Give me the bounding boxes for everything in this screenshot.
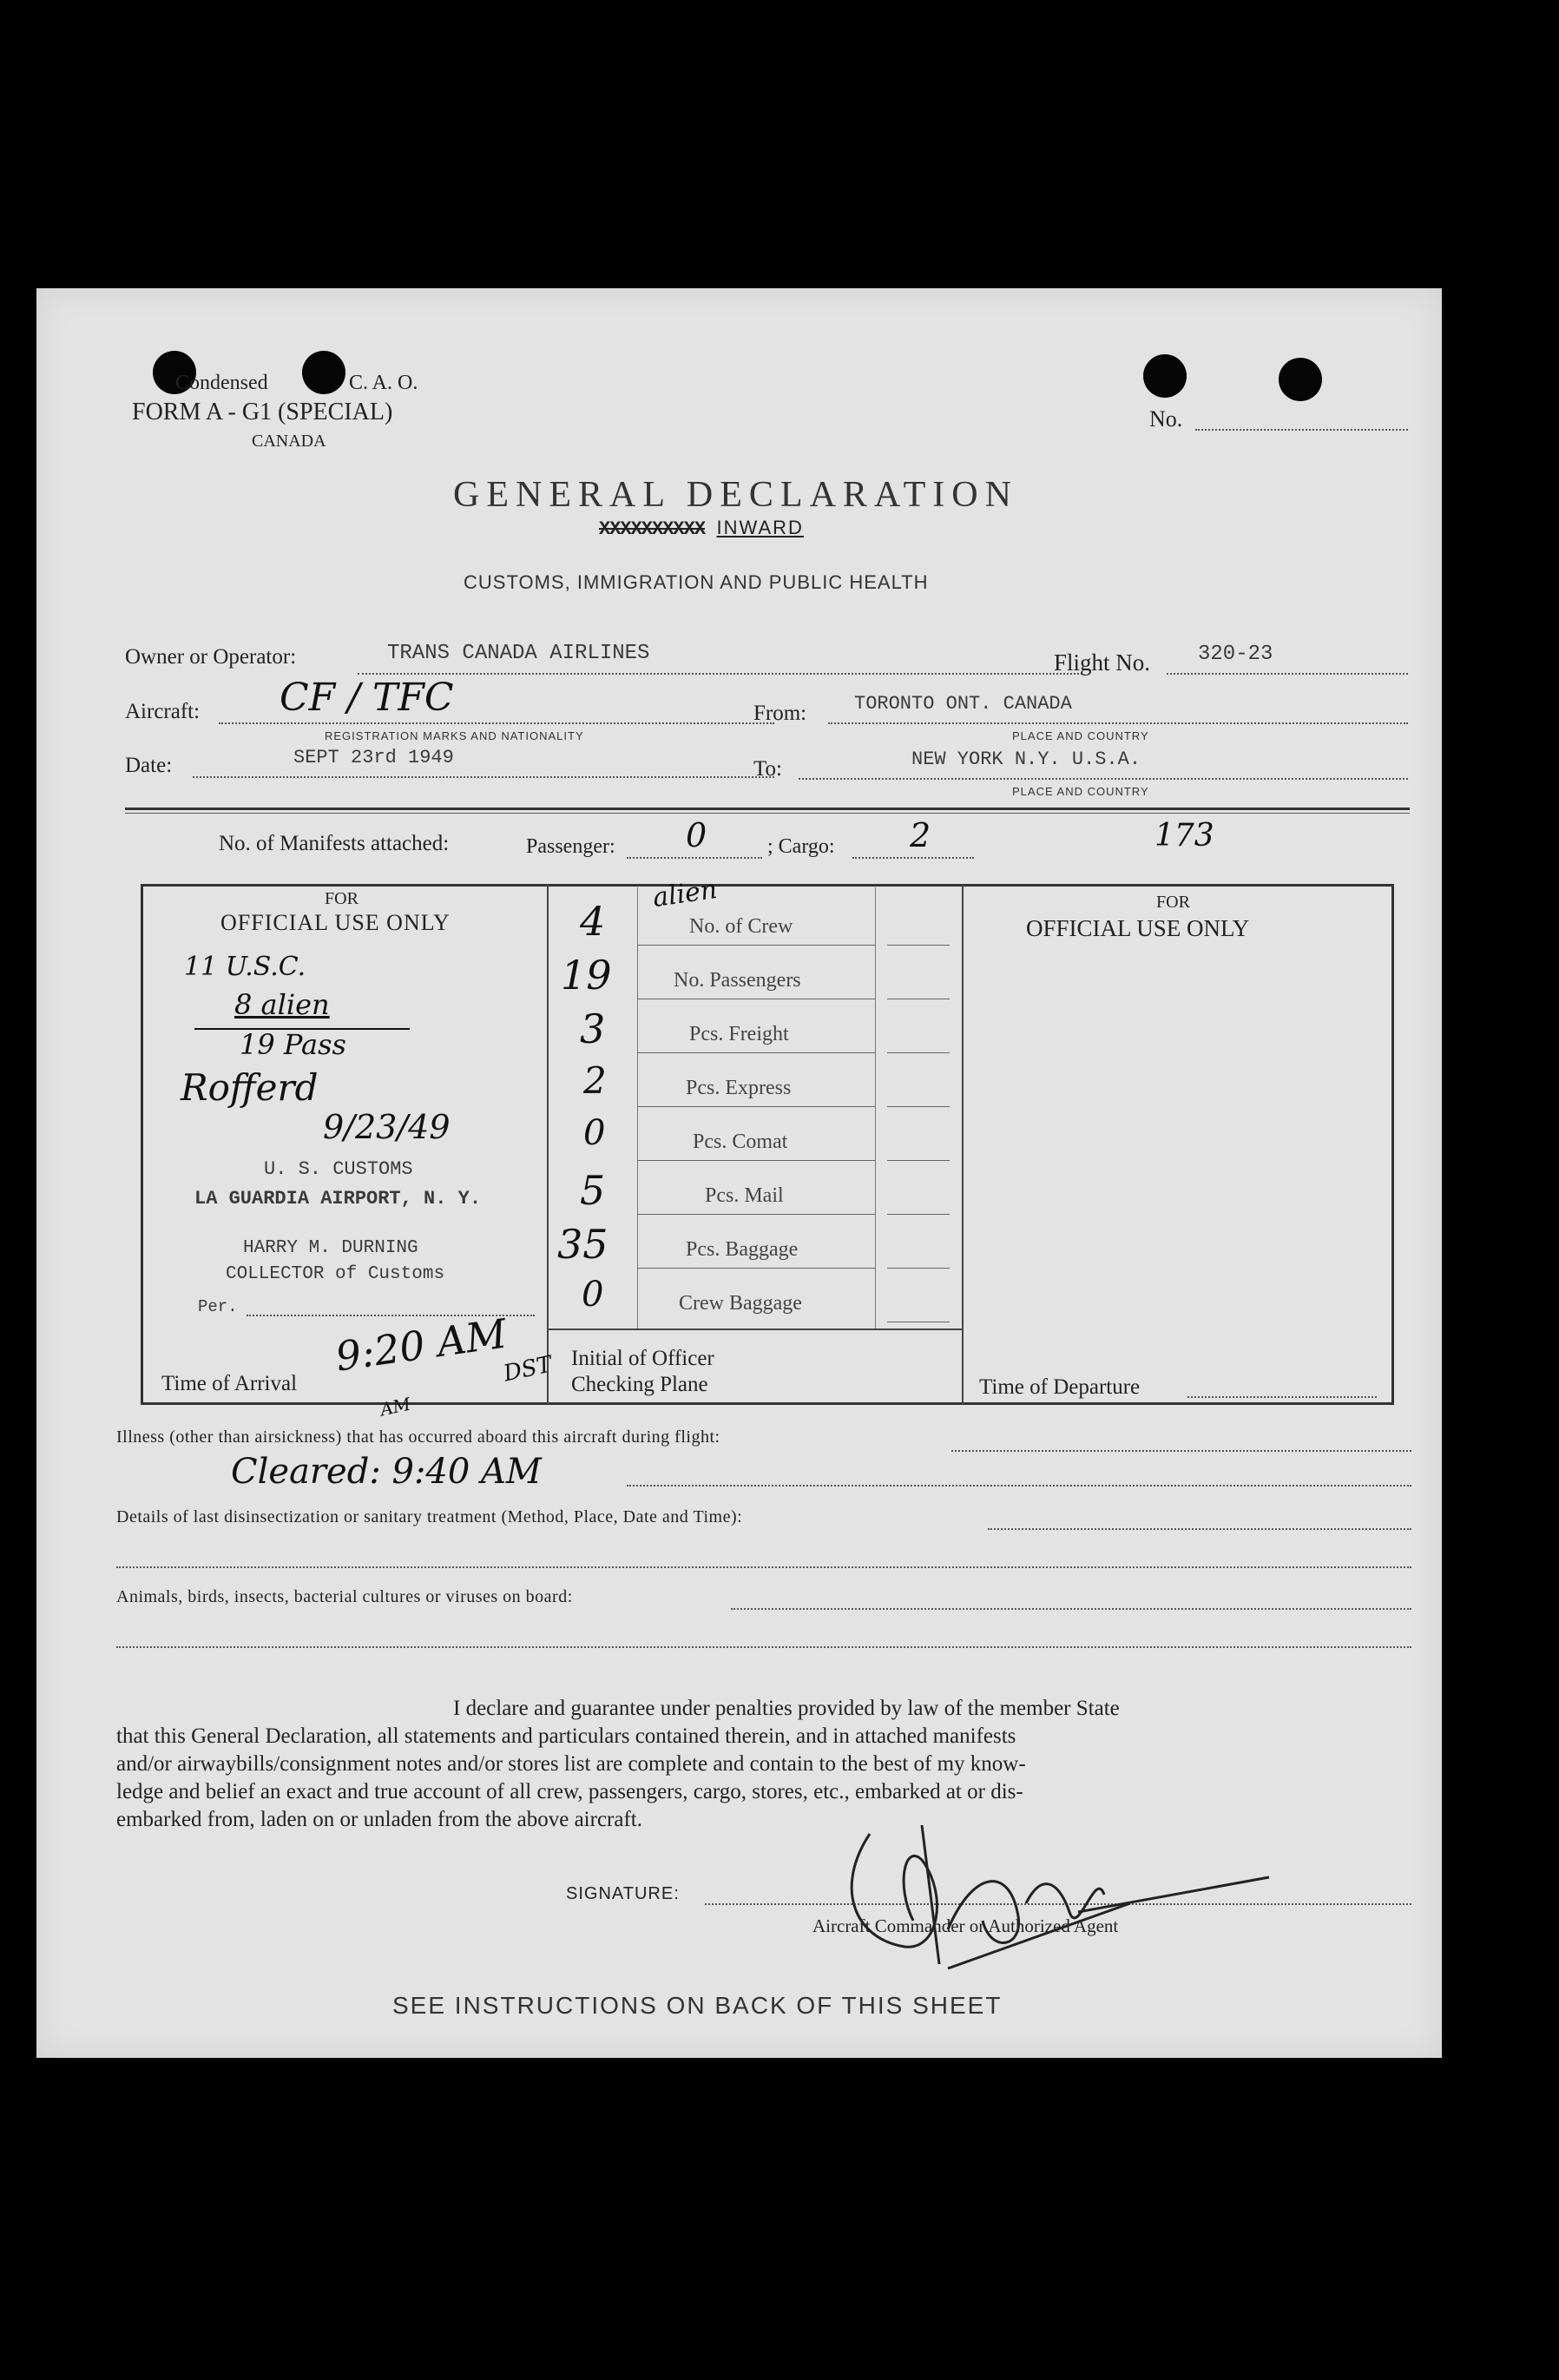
table-divider-right [962, 884, 964, 1405]
row-crew-label: No. of Crew [689, 915, 793, 938]
row-crew-baggage-value: 0 [582, 1275, 604, 1315]
date-line [193, 776, 774, 778]
inward-label: INWARD [716, 517, 804, 538]
table-divider-left [547, 884, 549, 1405]
form-name: FORM A - G1 (SPECIAL) [132, 399, 393, 425]
arrival-value: 9:20 AM [332, 1309, 510, 1381]
right-for-label: FOR [1156, 893, 1190, 912]
flight-label: Flight No. [1054, 649, 1151, 676]
commander-signature-graphic [818, 1816, 1252, 1973]
row-mail-label: Pcs. Mail [705, 1184, 784, 1207]
customs-stamp-line-4: COLLECTOR of Customs [226, 1264, 445, 1284]
crew-note: alien [650, 874, 720, 913]
row-rule-10 [887, 1052, 950, 1053]
official-signature: Rofferd [181, 1066, 319, 1109]
to-value: NEW YORK N.Y. U.S.A. [911, 748, 1141, 770]
place-caption-to: PLACE AND COUNTRY [1012, 785, 1149, 798]
disinsect-line-2 [116, 1566, 1411, 1568]
declaration-line-3: and/or airwaybills/consignment notes and/or stores list are complete and contain to the best of my know- [116, 1752, 1026, 1776]
right-official-label: OFFICIAL USE ONLY [1026, 915, 1250, 941]
animals-label: Animals, birds, insects, bacterial cultures or viruses on board: [116, 1587, 573, 1606]
row-rule-3 [637, 1052, 875, 1053]
punch-hole-4 [1279, 358, 1322, 401]
illness-line-2 [627, 1485, 1411, 1487]
animals-line [731, 1608, 1411, 1610]
official-note-1: 11 U.S.C. [184, 952, 306, 982]
row-rule-6 [637, 1214, 875, 1215]
cao-label: C. A. O. [349, 372, 418, 394]
illness-label: Illness (other than airsickness) that has occurred aboard this aircraft during flight: [116, 1427, 720, 1447]
initial-officer-line-2: Checking Plane [571, 1373, 708, 1396]
disinsect-label: Details of last disinsectization or sanitary treatment (Method, Place, Date and Time): [116, 1507, 743, 1526]
row-freight-value: 3 [580, 1005, 606, 1052]
manifests-label: No. of Manifests attached: [219, 832, 450, 855]
row-express-label: Pcs. Express [686, 1077, 792, 1099]
declaration-line-4: ledge and belief an exact and true account of all crew, passengers, cargo, stores, etc., embarked at or dis- [116, 1780, 1023, 1803]
to-line [799, 778, 1408, 780]
owner-label: Owner or Operator: [125, 645, 297, 669]
aircraft-value: CF / TFC [280, 676, 454, 720]
from-value: TORONTO ONT. CANADA [854, 693, 1072, 715]
row-crew-baggage-label: Crew Baggage [679, 1292, 802, 1315]
row-comat-label: Pcs. Comat [693, 1131, 788, 1153]
left-for-label: FOR [325, 889, 359, 908]
official-note-2: 8 alien [234, 988, 330, 1021]
passenger-value: 0 [686, 816, 707, 854]
declaration-line-1: I declare and guarantee under penalties provided by law of the member State [453, 1697, 1120, 1720]
manifest-extra-number: 173 [1154, 818, 1214, 854]
struck-out-type: XXXXXXXXXX [599, 518, 706, 540]
footer-instructions: SEE INSTRUCTIONS ON BACK OF THIS SHEET [392, 1992, 1003, 2019]
cargo-line [852, 857, 974, 859]
official-note-3: 19 Pass [240, 1028, 346, 1061]
row-freight-label: Pcs. Freight [689, 1023, 789, 1045]
signature-caption: Aircraft Commander or Authorized Agent [812, 1915, 1119, 1936]
disinsect-line [988, 1528, 1411, 1530]
row-crew-value: 4 [580, 898, 606, 945]
section-divider-2 [125, 813, 1410, 814]
arrival-label: Time of Arrival [161, 1372, 298, 1395]
row-passengers-value: 19 [561, 952, 612, 999]
illness-line [951, 1450, 1411, 1452]
row-mail-value: 5 [580, 1167, 606, 1214]
flight-value: 320-23 [1198, 643, 1273, 666]
owner-line [358, 673, 1082, 675]
form-sheet [36, 288, 1442, 2058]
table-divider-mid [637, 887, 638, 1328]
animals-line-2 [116, 1646, 1411, 1648]
row-rule-13 [887, 1214, 950, 1215]
date-label: Date: [125, 754, 173, 777]
arrival-note: DST [501, 1351, 555, 1388]
official-date: 9/23/49 [323, 1108, 451, 1146]
from-label: From: [753, 702, 807, 725]
initial-officer-label [571, 1346, 714, 1398]
row-express-value: 2 [583, 1059, 607, 1102]
initial-officer-line-1: Initial of Officer [571, 1347, 714, 1370]
title-type [599, 517, 804, 540]
passenger-line [627, 857, 762, 859]
table-divider-mid2 [875, 887, 876, 1328]
form-country: CANADA [252, 432, 326, 451]
row-rule-5 [637, 1160, 875, 1161]
departure-label: Time of Departure [979, 1375, 1141, 1399]
table-inner-bottom [547, 1328, 962, 1330]
customs-stamp-line-3: HARRY M. DURNING [243, 1238, 418, 1258]
place-caption-from: PLACE AND COUNTRY [1012, 729, 1149, 742]
condensed-label: Condensed [175, 372, 268, 394]
date-value: SEPT 23rd 1949 [293, 747, 454, 768]
flight-line [1167, 673, 1408, 675]
illness-note: Cleared: 9:40 AM [231, 1452, 542, 1492]
to-label: To: [753, 757, 782, 781]
row-rule-4 [637, 1106, 875, 1107]
aircraft-label: Aircraft: [125, 700, 201, 723]
cargo-label: ; Cargo: [767, 835, 835, 858]
aircraft-line [219, 722, 774, 724]
row-baggage-label: Pcs. Baggage [686, 1238, 799, 1261]
arrival-note-am: AM [378, 1393, 413, 1421]
form-number-label: No. [1149, 406, 1183, 432]
left-official-label: OFFICIAL USE ONLY [220, 910, 451, 935]
from-line [828, 722, 1408, 724]
row-rule-1 [637, 945, 875, 946]
declaration-line-2: that this General Declaration, all statements and particulars contained therein, and in attached manifests [116, 1724, 1016, 1748]
registration-caption: REGISTRATION MARKS AND NATIONALITY [325, 729, 584, 742]
form-title: GENERAL DECLARATION [453, 475, 1018, 515]
passenger-label: Passenger: [526, 835, 615, 858]
punch-hole-3 [1143, 354, 1187, 398]
signature-label: SIGNATURE: [566, 1884, 680, 1903]
row-rule-12 [887, 1160, 950, 1161]
declaration-text [116, 1695, 1410, 1834]
row-passengers-label: No. Passengers [674, 969, 801, 992]
declaration-line-5: embarked from, laden on or unladen from the above aircraft. [116, 1808, 642, 1831]
row-baggage-value: 35 [557, 1221, 608, 1268]
section-divider [125, 808, 1410, 810]
row-rule-7 [637, 1268, 875, 1269]
customs-stamp-line-1: U. S. CUSTOMS [264, 1158, 413, 1180]
cargo-value: 2 [910, 816, 931, 854]
row-rule-14 [887, 1268, 950, 1269]
owner-value: TRANS CANADA AIRLINES [387, 642, 650, 665]
departure-line [1187, 1396, 1377, 1398]
row-comat-value: 0 [583, 1113, 606, 1153]
commander-signature [818, 1816, 1252, 1973]
customs-stamp-per: Per. [198, 1297, 238, 1316]
row-rule-8 [887, 945, 950, 946]
form-subtitle: CUSTOMS, IMMIGRATION AND PUBLIC HEALTH [464, 571, 929, 593]
form-number-line [1195, 429, 1408, 431]
row-rule-11 [887, 1106, 950, 1107]
punch-hole-2 [302, 351, 345, 394]
customs-stamp-line-2: LA GUARDIA AIRPORT, N. Y. [194, 1188, 482, 1210]
